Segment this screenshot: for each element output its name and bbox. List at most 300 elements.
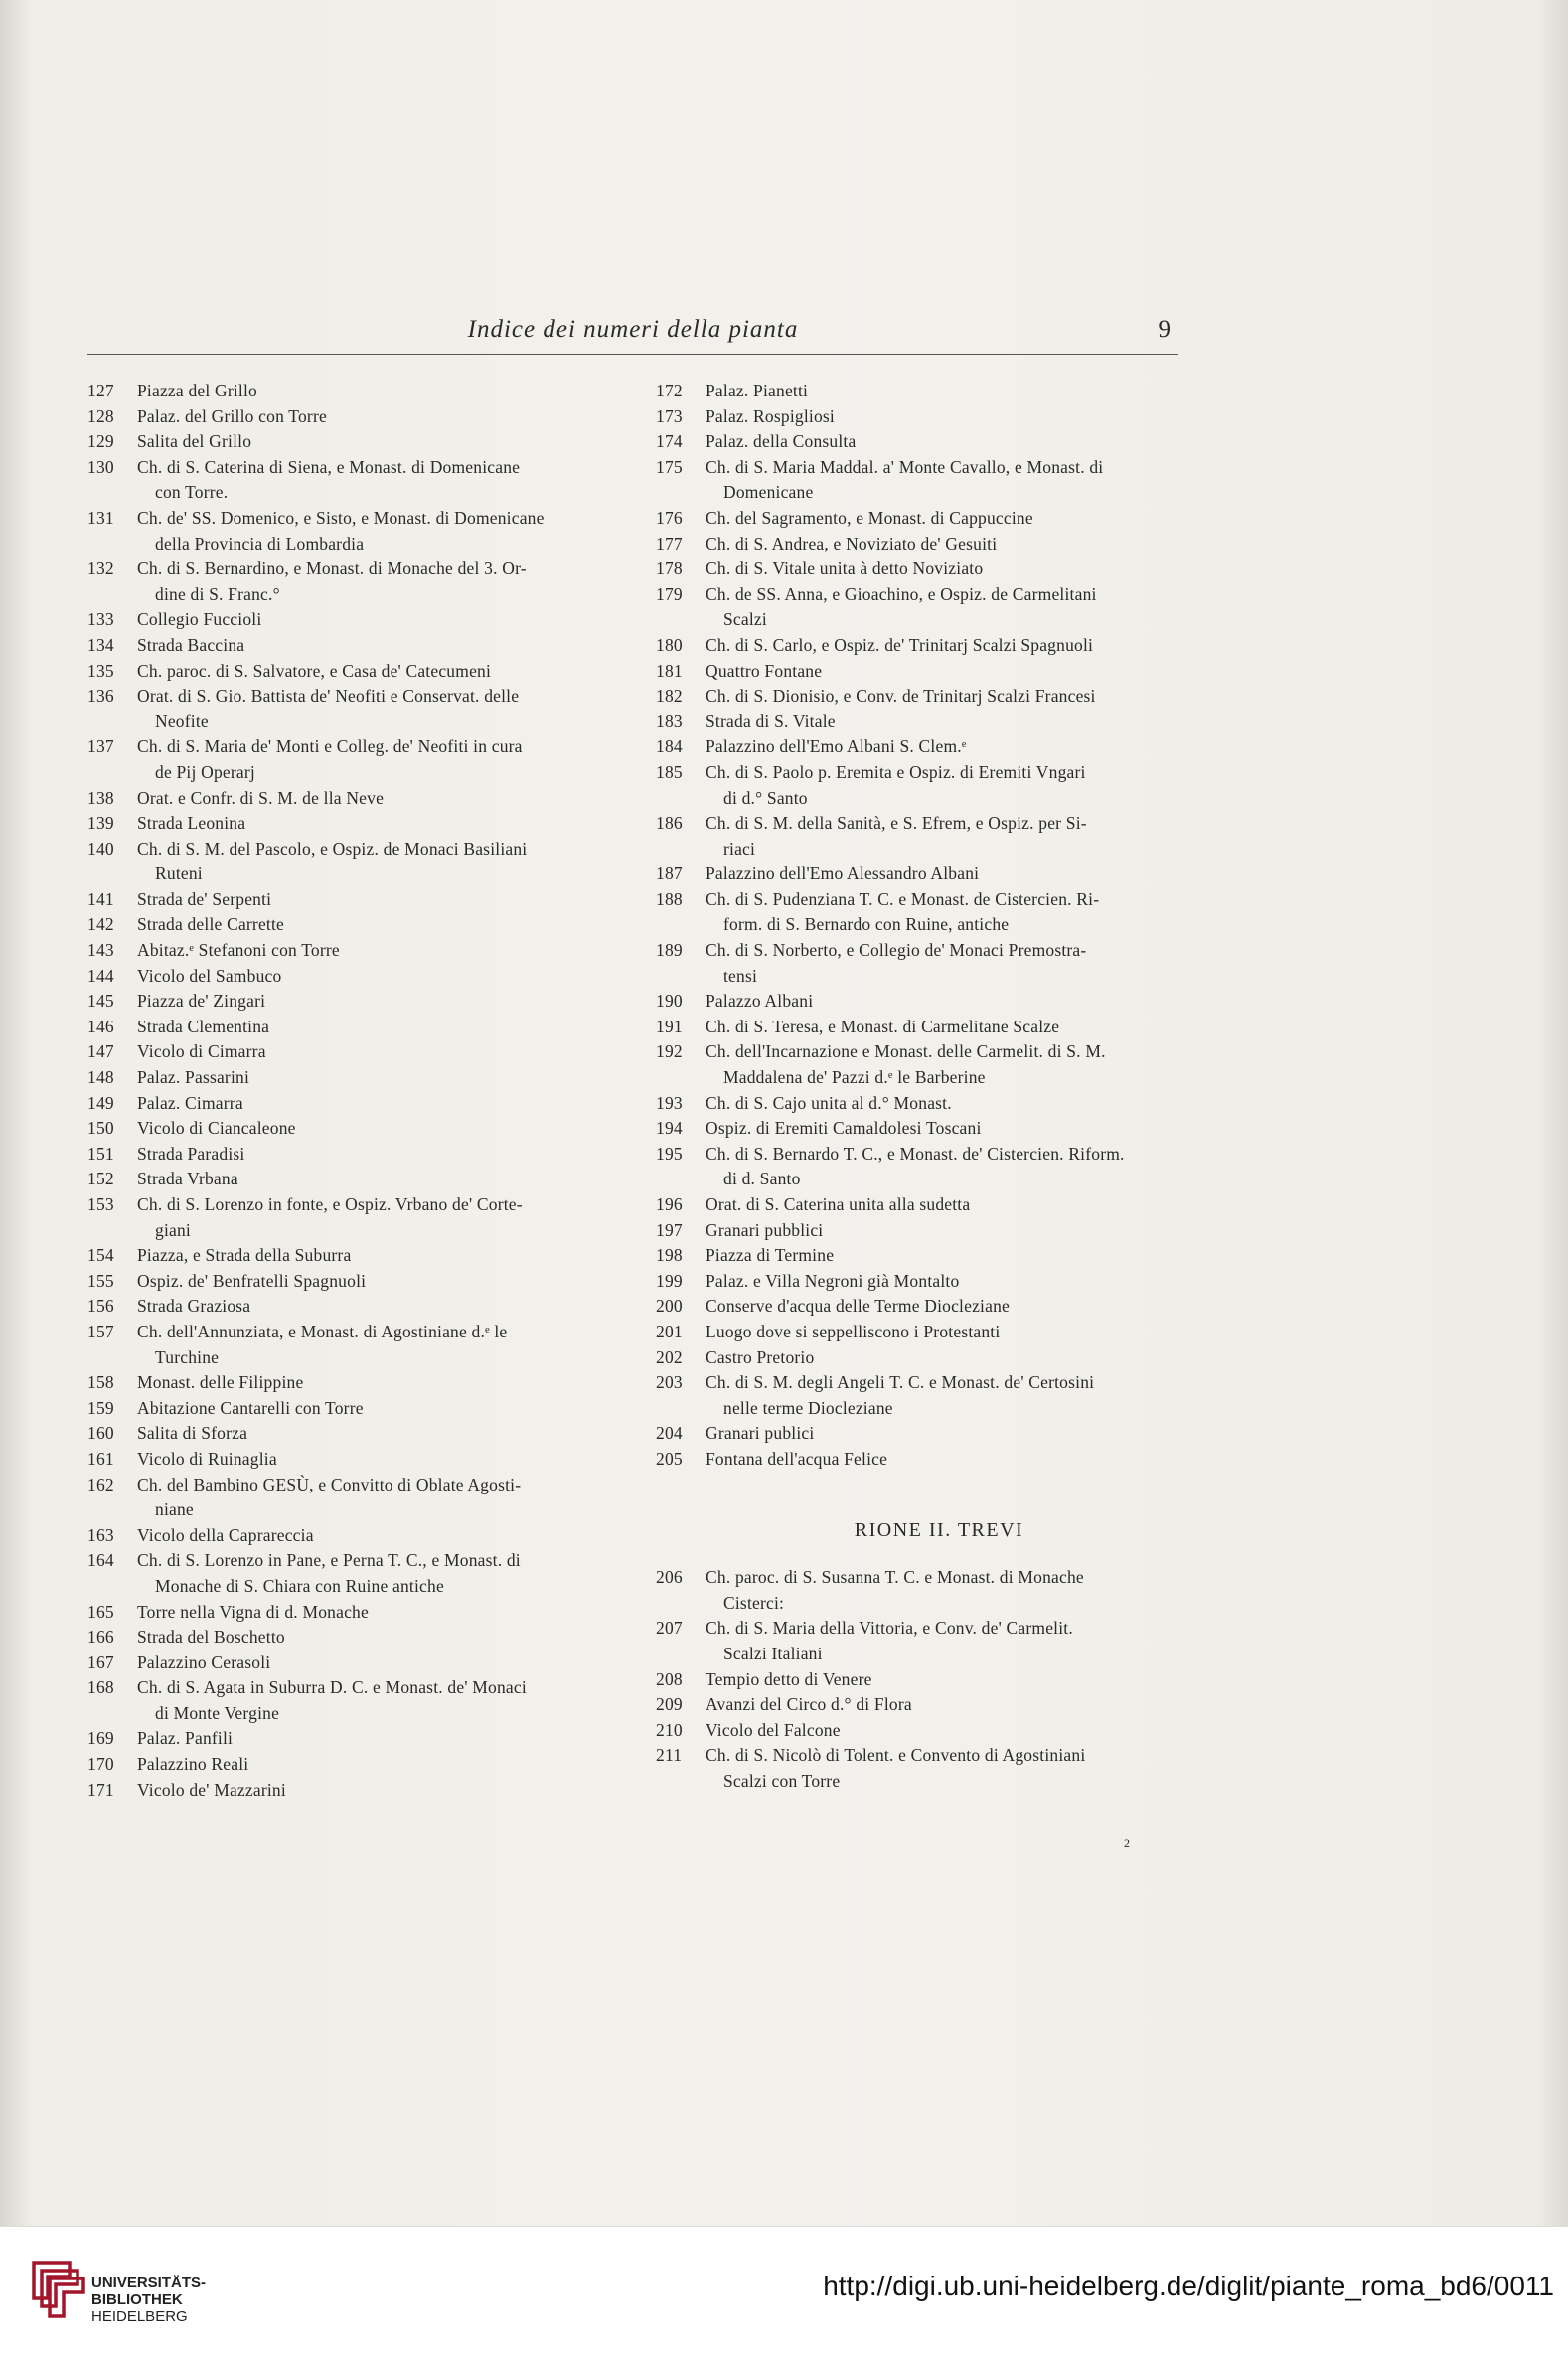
left-column [87, 379, 614, 1803]
entry-number: 145 [87, 991, 114, 1012]
entry-number: 174 [656, 431, 683, 452]
entry-line: Piazza di Termine [706, 1245, 835, 1266]
entry-line: Ospiz. di Eremiti Camaldolesi Toscani [706, 1118, 982, 1139]
footer-bar [0, 2226, 1568, 2356]
entry-line: Quattro Fontane [706, 660, 823, 681]
entry-text [706, 862, 1182, 887]
entry-number: 204 [656, 1423, 683, 1444]
entry-line: Ch. del Sagramento, e Monast. di Cappuccine [706, 507, 1033, 528]
index-entry [87, 404, 614, 430]
entry-line: Palaz. Panfili [137, 1728, 234, 1749]
entry-line: Palaz. della Consulta [706, 431, 857, 452]
entry-number: 193 [656, 1092, 683, 1113]
entry-line: Ch. di S. Pudenziana T. C. e Monast. de Cistercien. Ri- [706, 888, 1100, 909]
index-entry [87, 1473, 614, 1523]
index-entry [87, 1447, 614, 1473]
entry-text [706, 734, 1182, 760]
entry-line: Ch. di S. Bernardino, e Monast. di Monache del 3. Or- [137, 558, 527, 579]
index-entry [656, 1015, 1182, 1040]
entry-text [706, 1218, 1182, 1244]
entry-text [137, 1473, 614, 1523]
index-entry [87, 912, 614, 938]
entry-number: 173 [656, 405, 683, 426]
entry-line: Strada di S. Vitale [706, 710, 836, 731]
library-name [91, 2275, 206, 2325]
index-entry [656, 1116, 1182, 1142]
entry-line: Ch. di S. Paolo p. Eremita e Ospiz. di Eremiti Vngari [706, 761, 1086, 782]
index-entry [87, 989, 614, 1015]
entry-text [137, 633, 614, 659]
index-entry [656, 1370, 1182, 1421]
entry-line: di d. Santo [723, 1169, 801, 1189]
entry-number: 171 [87, 1779, 114, 1800]
index-entry [656, 1667, 1182, 1693]
entry-number: 143 [87, 940, 114, 961]
entry-line: Strada de' Serpenti [137, 888, 272, 909]
library-name-line3: HEIDELBERG [91, 2308, 188, 2325]
entry-text [137, 1167, 614, 1192]
entry-number: 158 [87, 1372, 114, 1393]
entry-text [137, 964, 614, 990]
entry-line: di d.° Santo [723, 787, 808, 808]
entry-text [137, 556, 614, 607]
index-entry [87, 1752, 614, 1778]
entry-text [137, 1015, 614, 1040]
library-name-line1: UNIVERSITÄTS- [91, 2275, 207, 2291]
entry-line: Torre nella Vigna di d. Monache [137, 1601, 369, 1622]
entry-line: Ospiz. de' Benfratelli Spagnuoli [137, 1270, 367, 1291]
entry-number: 168 [87, 1677, 114, 1698]
entry-line: Avanzi del Circo d.° di Flora [706, 1694, 912, 1715]
index-entry [87, 1548, 614, 1599]
index-entry [656, 1091, 1182, 1117]
entry-text [137, 1778, 614, 1804]
entry-line: Abitaz.ᵉ Stefanoni con Torre [137, 940, 340, 961]
index-entry [87, 1778, 614, 1804]
entry-number: 210 [656, 1719, 683, 1740]
index-entry [87, 379, 614, 404]
index-entry [656, 404, 1182, 430]
entry-line: Orat. e Confr. di S. M. de lla Neve [137, 787, 385, 808]
entry-line: Ch. paroc. di S. Salvatore, e Casa de' Catecumeni [137, 660, 492, 681]
index-entry [656, 1565, 1182, 1616]
entry-line: Ch. di S. Maria della Vittoria, e Conv. de' Carmelit. [706, 1618, 1073, 1639]
index-entry [87, 455, 614, 506]
entry-number: 155 [87, 1270, 114, 1291]
index-entry [87, 1243, 614, 1269]
index-entry [87, 1116, 614, 1142]
index-entry [656, 684, 1182, 709]
entry-text [137, 1650, 614, 1676]
entry-line: Palazzino Cerasoli [137, 1651, 271, 1672]
entry-line: Ch. di S. M. del Pascolo, e Ospiz. de Monaci Basiliani [137, 838, 528, 859]
index-entry [87, 786, 614, 812]
index-entry [656, 1294, 1182, 1320]
entry-line: Vicolo di Cimarra [137, 1041, 266, 1062]
entry-number: 195 [656, 1143, 683, 1164]
entry-line: Palaz. del Grillo con Torre [137, 405, 327, 426]
entry-line: Strada Baccina [137, 634, 245, 655]
entry-text [706, 1370, 1182, 1421]
entry-number: 179 [656, 583, 683, 604]
entry-text [706, 760, 1182, 811]
section-heading: RIONE II. TREVI [854, 1518, 1024, 1541]
entry-line: Domenicane [723, 482, 814, 503]
entry-text [706, 506, 1182, 532]
entry-line: de Pij Operarj [155, 761, 255, 782]
entry-number: 131 [87, 507, 114, 528]
entry-text [706, 989, 1182, 1015]
entry-line: Ch. di S. Vitale unita à detto Noviziato [706, 558, 984, 579]
library-name-line2: BIBLIOTHEK [91, 2291, 183, 2308]
entry-text [137, 1294, 614, 1320]
entry-number: 178 [656, 558, 683, 579]
entry-text [706, 1320, 1182, 1345]
index-entry [656, 1743, 1182, 1794]
index-entry [87, 659, 614, 685]
page-title: Indice dei numeri della pianta [467, 316, 799, 343]
entry-text [706, 1269, 1182, 1295]
entry-line: Ch. di S. Nicolò di Tolent. e Convento di Agostiniani [706, 1745, 1086, 1766]
entry-text [137, 1116, 614, 1142]
index-entry [87, 1320, 614, 1370]
entry-number: 152 [87, 1169, 114, 1189]
entry-number: 189 [656, 940, 683, 961]
index-entry [87, 1370, 614, 1396]
entry-number: 138 [87, 787, 114, 808]
entry-text [706, 1447, 1182, 1473]
entry-line: Castro Pretorio [706, 1346, 815, 1367]
right-entries-list [656, 379, 1182, 1473]
entry-text [137, 1752, 614, 1778]
index-entry [87, 1650, 614, 1676]
entry-line: Palaz. Rospigliosi [706, 405, 835, 426]
entry-number: 161 [87, 1448, 114, 1469]
entry-line: Vicolo del Falcone [706, 1719, 841, 1740]
entry-text [137, 734, 614, 785]
entry-number: 199 [656, 1270, 683, 1291]
entry-line: Ch. di S. Teresa, e Monast. di Carmelitane Scalze [706, 1016, 1060, 1036]
entry-number: 186 [656, 813, 683, 834]
entry-text [706, 811, 1182, 862]
entry-line: Ch. di S. Caterina di Siena, e Monast. di Domenicane [137, 456, 521, 477]
entry-line: Granari pubblici [706, 1219, 824, 1240]
entry-number: 130 [87, 456, 114, 477]
index-entry [656, 1718, 1182, 1744]
entry-text [137, 938, 614, 964]
entry-number: 181 [656, 660, 683, 681]
entry-line: Fontana dell'acqua Felice [706, 1448, 888, 1469]
entry-number: 202 [656, 1346, 683, 1367]
entry-line: di Monte Vergine [155, 1702, 280, 1723]
entry-line: Collegio Fuccioli [137, 609, 262, 630]
entry-number: 197 [656, 1219, 683, 1240]
entry-number: 182 [656, 686, 683, 707]
index-entry [656, 734, 1182, 760]
index-entry [87, 811, 614, 837]
entry-line: Ch. di S. Cajo unita al d.° Monast. [706, 1092, 952, 1113]
entry-number: 176 [656, 507, 683, 528]
entry-number: 146 [87, 1016, 114, 1036]
entry-line: Palaz. Passarini [137, 1067, 250, 1088]
entry-number: 175 [656, 456, 683, 477]
entry-line: Granari publici [706, 1423, 815, 1444]
index-entry [656, 1345, 1182, 1371]
entry-number: 209 [656, 1694, 683, 1715]
entry-number: 198 [656, 1245, 683, 1266]
entry-line: Ch. de SS. Anna, e Gioachino, e Ospiz. de Carmelitani [706, 583, 1097, 604]
entry-number: 167 [87, 1651, 114, 1672]
index-entry [656, 1447, 1182, 1473]
entry-number: 205 [656, 1448, 683, 1469]
index-entry [87, 1039, 614, 1065]
index-entry [87, 1269, 614, 1295]
entry-text [706, 1091, 1182, 1117]
entry-number: 187 [656, 864, 683, 884]
entry-line: Scalzi con Torre [723, 1770, 841, 1791]
index-entry [87, 607, 614, 633]
entry-text [137, 1091, 614, 1117]
index-entry [87, 837, 614, 887]
entry-number: 194 [656, 1118, 683, 1139]
index-entry [87, 429, 614, 455]
entry-number: 153 [87, 1194, 114, 1214]
entry-number: 201 [656, 1321, 683, 1341]
entry-line: Ch. del Bambino GESÙ, e Convitto di Oblate Agosti- [137, 1474, 522, 1494]
entry-text [137, 455, 614, 506]
entry-line: Ch. de' SS. Domenico, e Sisto, e Monast. di Domenicane [137, 507, 545, 528]
entry-text [706, 1243, 1182, 1269]
entry-line: Vicolo di Ruinaglia [137, 1448, 277, 1469]
entry-text [706, 887, 1182, 938]
entry-text [706, 379, 1182, 404]
index-entry [87, 1167, 614, 1192]
entry-line: Scalzi [723, 609, 767, 630]
entry-text [137, 1142, 614, 1168]
entry-number: 196 [656, 1194, 683, 1214]
entry-number: 159 [87, 1397, 114, 1418]
entry-number: 172 [656, 381, 683, 400]
entry-number: 160 [87, 1423, 114, 1444]
index-entry [87, 887, 614, 913]
source-url[interactable]: http://digi.ub.uni-heidelberg.de/diglit/piante_roma_bd6/0011 [823, 2271, 1554, 2301]
index-entry [656, 506, 1182, 532]
entry-number: 170 [87, 1754, 114, 1775]
index-entry [656, 1192, 1182, 1218]
entry-line: riaci [723, 838, 756, 859]
index-entry [87, 633, 614, 659]
index-entry [656, 862, 1182, 887]
index-entry [87, 1421, 614, 1447]
index-entry [656, 1039, 1182, 1090]
entry-number: 166 [87, 1627, 114, 1648]
entry-line: Ch. di S. Carlo, e Ospiz. de' Trinitarj Scalzi Spagnuoli [706, 634, 1094, 655]
entry-text [706, 532, 1182, 557]
entry-number: 188 [656, 888, 683, 909]
entry-line: Salita di Sforza [137, 1423, 248, 1444]
index-entry [87, 556, 614, 607]
entry-number: 206 [656, 1567, 683, 1588]
entry-line: Vicolo del Sambuco [137, 965, 282, 986]
entry-line: Ch. dell'Annunziata, e Monast. di Agostiniane d.ᵉ le [137, 1321, 508, 1341]
index-entry [656, 429, 1182, 455]
entry-number: 129 [87, 431, 114, 452]
index-entry [87, 1523, 614, 1549]
entry-line: con Torre. [155, 482, 229, 503]
entry-number: 165 [87, 1601, 114, 1622]
entry-text [137, 1370, 614, 1396]
entry-line: Vicolo de' Mazzarini [137, 1779, 286, 1800]
index-entry [87, 1294, 614, 1320]
entry-text [137, 1320, 614, 1370]
entry-text [706, 1015, 1182, 1040]
index-entry [87, 938, 614, 964]
entry-line: Strada Paradisi [137, 1143, 245, 1164]
entry-line: Cisterci: [723, 1592, 785, 1613]
entry-line: Piazza de' Zingari [137, 991, 266, 1012]
entry-line: Salita del Grillo [137, 431, 252, 452]
entry-number: 200 [656, 1296, 683, 1317]
entry-number: 211 [656, 1745, 683, 1766]
entry-line: Orat. di S. Gio. Battista de' Neofiti e Conservat. delle [137, 686, 520, 707]
entry-line: Palaz. e Villa Negroni già Montalto [706, 1270, 960, 1291]
entry-text [706, 1692, 1182, 1718]
entry-line: Conserve d'acqua delle Terme Diocleziane [706, 1296, 1010, 1317]
entry-text [706, 709, 1182, 735]
entry-line: Strada del Boschetto [137, 1627, 285, 1648]
entry-line: Palazzo Albani [706, 991, 814, 1012]
entry-text [137, 989, 614, 1015]
entry-text [137, 1726, 614, 1752]
index-entry [87, 506, 614, 556]
entry-number: 177 [656, 533, 683, 553]
index-entry [87, 1726, 614, 1752]
entry-text [706, 1743, 1182, 1794]
entry-line: Ch. paroc. di S. Susanna T. C. e Monast. di Monache [706, 1567, 1084, 1588]
entry-text [706, 1039, 1182, 1090]
index-entry [87, 1600, 614, 1626]
entry-number: 190 [656, 991, 683, 1012]
entry-number: 184 [656, 736, 683, 757]
entry-line: Monast. delle Filippine [137, 1372, 304, 1393]
entry-line: niane [155, 1499, 194, 1520]
entry-line: Palazzino dell'Emo Alessandro Albani [706, 864, 980, 884]
index-entry [656, 532, 1182, 557]
entry-text [137, 1447, 614, 1473]
entry-line: Scalzi Italiani [723, 1643, 823, 1663]
index-entry [87, 1396, 614, 1422]
entry-line: nelle terme Diocleziane [723, 1397, 893, 1418]
entry-text [137, 1192, 614, 1243]
entry-line: Turchine [155, 1346, 220, 1367]
entry-text [137, 379, 614, 404]
entry-text [137, 659, 614, 685]
index-entry [656, 760, 1182, 811]
entry-line: della Provincia di Lombardia [155, 533, 365, 553]
index-entry [656, 887, 1182, 938]
index-entry [656, 1616, 1182, 1666]
entry-line: Ch. di S. Andrea, e Noviziato de' Gesuiti [706, 533, 998, 553]
entry-text [137, 607, 614, 633]
index-entry [656, 1421, 1182, 1447]
entry-line: Orat. di S. Caterina unita alla sudetta [706, 1194, 971, 1214]
index-entry [656, 709, 1182, 735]
library-logo-icon [26, 2257, 85, 2326]
entry-number: 136 [87, 686, 114, 707]
entry-line: Neofite [155, 710, 209, 731]
entry-text [706, 1142, 1182, 1192]
entry-text [137, 1039, 614, 1065]
index-entry [87, 1192, 614, 1243]
entry-number: 147 [87, 1041, 114, 1062]
entry-line: Tempio detto di Venere [706, 1668, 872, 1689]
index-entry [656, 811, 1182, 862]
entry-line: Maddalena de' Pazzi d.ᵉ le Barberine [723, 1067, 986, 1088]
entry-text [706, 684, 1182, 709]
entry-number: 135 [87, 660, 114, 681]
entry-text [706, 455, 1182, 506]
right-entries-list-rione [656, 1565, 1182, 1794]
entry-number: 191 [656, 1016, 683, 1036]
entry-text [706, 1565, 1182, 1616]
entry-number: 185 [656, 761, 683, 782]
entry-number: 132 [87, 558, 114, 579]
entry-line: Ch. di S. Lorenzo in fonte, e Ospiz. Vrbano de' Corte- [137, 1194, 523, 1214]
index-entry [87, 964, 614, 990]
entry-line: Ch. dell'Incarnazione e Monast. delle Carmelit. di S. M. [706, 1041, 1106, 1062]
entry-text [706, 404, 1182, 430]
entry-text [137, 1600, 614, 1626]
entry-line: dine di S. Franc.° [155, 583, 280, 604]
entry-line: Ch. di S. Maria Maddal. a' Monte Cavallo, e Monast. di [706, 456, 1104, 477]
entry-line: Abitazione Cantarelli con Torre [137, 1397, 364, 1418]
entry-line: Palazzino Reali [137, 1754, 249, 1775]
index-entry [87, 734, 614, 785]
entry-line: Vicolo della Caprareccia [137, 1524, 314, 1545]
entry-text [137, 786, 614, 812]
entry-number: 203 [656, 1372, 683, 1393]
index-entry [87, 1142, 614, 1168]
entry-text [706, 1345, 1182, 1371]
index-entry [656, 1692, 1182, 1718]
entry-text [137, 1396, 614, 1422]
entry-number: 140 [87, 838, 114, 859]
entry-text [706, 1294, 1182, 1320]
entry-line: Ch. di S. Dionisio, e Conv. de Trinitarj Scalzi Francesi [706, 686, 1096, 707]
entry-number: 157 [87, 1321, 114, 1341]
index-entry [656, 1320, 1182, 1345]
right-column [656, 379, 1182, 1794]
index-entry [656, 938, 1182, 989]
entry-text [137, 1065, 614, 1091]
entry-line: Luogo dove si seppelliscono i Protestanti [706, 1321, 1001, 1341]
entry-line: Palaz. Pianetti [706, 381, 809, 400]
index-entry [87, 1065, 614, 1091]
entry-text [706, 1667, 1182, 1693]
entry-text [137, 1523, 614, 1549]
index-entry [87, 1675, 614, 1726]
entry-line: Strada delle Carrette [137, 914, 285, 935]
index-entry [656, 659, 1182, 685]
entry-line: Palazzino dell'Emo Albani S. Clem.ᵉ [706, 736, 967, 757]
index-entry [87, 1015, 614, 1040]
index-entry [656, 455, 1182, 506]
entry-line: Piazza, e Strada della Suburra [137, 1245, 352, 1266]
entry-text [137, 1243, 614, 1269]
signature-mark: 2 [1124, 1836, 1130, 1850]
entry-line: Vicolo di Ciancaleone [137, 1118, 296, 1139]
entry-line: Ch. di S. Norberto, e Collegio de' Monaci Premostra- [706, 940, 1087, 961]
